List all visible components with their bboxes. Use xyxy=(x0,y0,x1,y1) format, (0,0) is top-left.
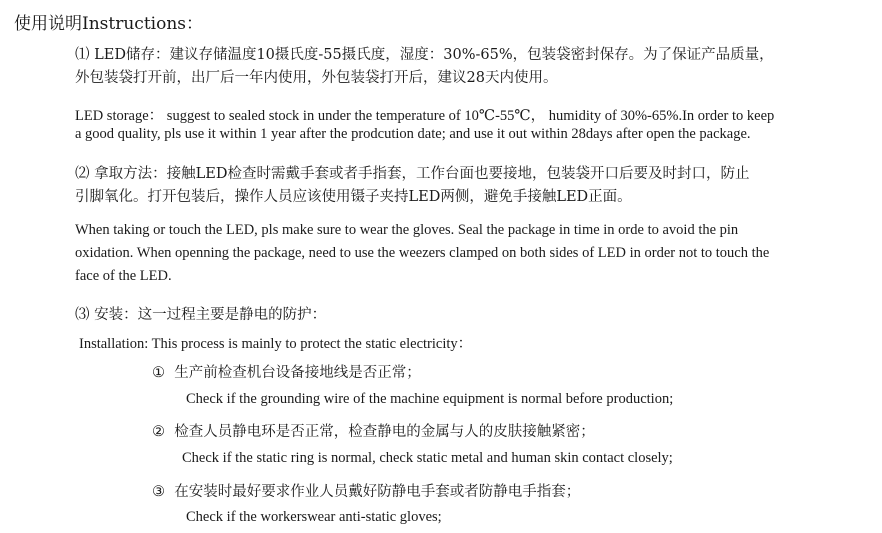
installation-en-heading: Installation: This process is mainly to protect the static electricity： xyxy=(79,336,473,352)
list-item-3-en: Check if the workerswear anti-static gloves; xyxy=(186,509,442,525)
handling-en-line-3: face of the LED. xyxy=(75,268,172,284)
handling-zh-line-2: 引脚氧化。打开包装后，操作人员应该使用镊子夹持LED两侧，避免手接触LED正面。 xyxy=(75,189,632,205)
item-marker: ③ xyxy=(152,484,165,500)
item-text: 在安装时最好要求作业人员戴好防静电手套或者防静电手指套； xyxy=(174,484,581,500)
page-title: 使用说明Instructions： xyxy=(14,14,203,34)
storage-zh-line-1: ⑴ LED储存：建议存储温度10摄氏度-55摄氏度，湿度：30%-65%，包装袋密封保存。为了保证产品质量， xyxy=(75,47,774,63)
storage-zh-line-2: 外包装袋打开前，出厂后一年内使用，外包装袋打开后，建议28天内使用。 xyxy=(75,70,558,86)
item-marker: ① xyxy=(152,365,165,381)
list-item-1-zh xyxy=(152,361,421,382)
item-text: 生产前检查机台设备接地线是否正常； xyxy=(174,365,421,381)
list-item-2-en: Check if the static ring is normal, check static metal and human skin contact closely; xyxy=(182,450,673,466)
list-item-1-en: Check if the grounding wire of the machine equipment is normal before production; xyxy=(186,391,674,407)
handling-en-line-2: oxidation. When openning the package, need to use the weezers clamped on both sides of LED in order not to touch the xyxy=(75,245,770,261)
storage-en-line-1: LED storage： suggest to sealed stock in under the temperature of 10℃-55℃， humidity of 30%-65%.In order to keep xyxy=(75,108,775,124)
list-item-2-zh xyxy=(152,420,595,441)
list-item-3-zh xyxy=(152,480,580,501)
handling-en-line-1: When taking or touch the LED, pls make sure to wear the gloves. Seal the package in time in orde to avoid the pin xyxy=(75,222,739,238)
handling-zh-line-1: ⑵ 拿取方法：接触LED检查时需戴手套或者手指套，工作台面也要接地，包装袋开口后要及时封口，防止 xyxy=(75,166,750,182)
installation-zh-heading: ⑶ 安装：这一过程主要是静电的防护： xyxy=(75,307,327,323)
storage-en-line-2: a good quality, pls use it within 1 year after the prodcution date; and use it out within 28days after open the package. xyxy=(75,126,751,142)
item-text: 检查人员静电环是否正常，检查静电的金属与人的皮肤接触紧密； xyxy=(174,424,595,440)
item-marker: ② xyxy=(152,424,165,440)
